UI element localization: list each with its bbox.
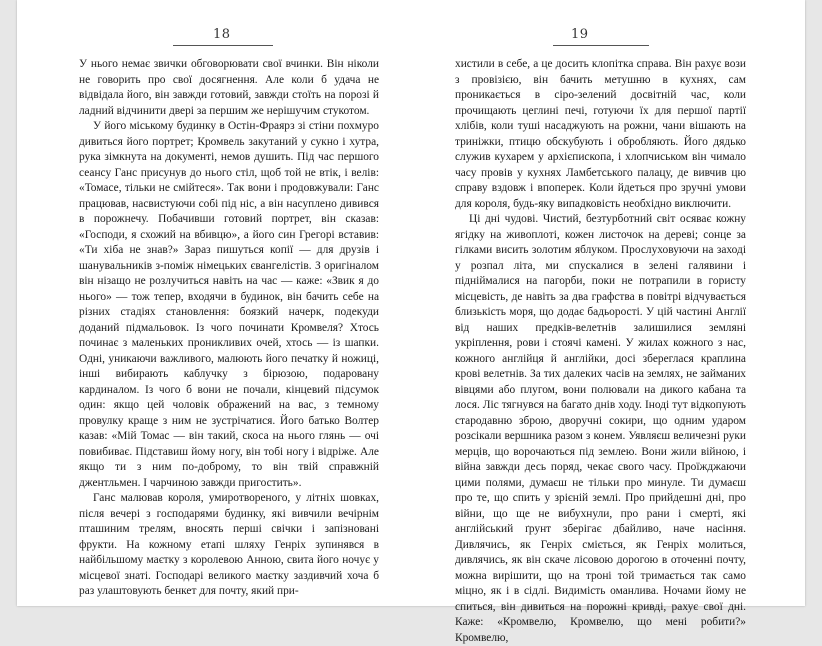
left-page [79,0,379,606]
header-rule-right [553,45,649,46]
paragraph: Ці дні чудові. Чистий, безтурботний світ осяває кожну ягідку на живоплоті, кожен листочок на дереві; сонце за гілками висить золотим яблуком. Прослуховуючи на заході у розпал літа, ми спускалися в зелені галявини і підніймалися на пагорби, поки не потрапили в гористу місцевість, де навіть за два графства в повітрі відчувається близькість моря, що додає бадьорості. У цій частині Англії від наших предків-велетнів залишилися земляні укріплення, рови і стоячі камені. У жилах кожного з нас, кожного англійця й англійки, досі збереглася краплина крові велетнів. За тих далеких часів на землях, не займаних вівцями або плугом, вони полювали на дикого кабана та лося. Ліс тягнувся на багато днів ходу. Іноді тут відкопують стародавню зброю, дворучні сокири, що одним ударом розсікали вершника разом з конем. Уявляєш величезні руки мерців, що ворочаються під землею. Вони жили війною, і війна завжди десь поряд, чекає свого часу. Проїжджаючи цими полями, думаєш не тільки про минуле. Ти думаєш про те, що спить у зрієній землі. Про прийдешні дні, про війни, що ще не вибухнули, про рани і смерті, які англійський ґрунт зберігає дбайливо, наче насіння. Дивлячись, як Генріх сміється, як Генріх молиться, дивлячись, як він скаче лісовою дорогою в оточенні почту, можна вирішити, що на троні той тримається так само міцно, як і в сідлі. Видимість оманлива. Ночами йому не спиться, він дивиться на порожні кривді, рахує свої дні. Каже: «Кромвелю, Кромвелю, що мені робити?» Кромвелю, [455,213,746,644]
left-page-text [79,57,379,600]
page-number-right: 19 [571,27,589,42]
paragraph: хистили в себе, а це досить клопітка справа. Він рахує вози з провізією, він бачить метушню в кухнях, сам проникається в сіро-зелений досвітній час, коли прочищають цеглині печі, готуючи їх для першої партії хлібів, коли туші насаджують на рожни, чани вішають на триніжки, птицю обскубують і обробляють. Його дядько служив кухарем у архієпископа, і хлопчиськом він чимало часу провів у кухнях Ламбетського палацу, де вивчив цю справу вздовж і впоперек. Коли йдеться про зручні умови для короля, будь-яку випадковість необхідно виключити. [455,58,746,210]
paragraph: У нього немає звички обговорювати свої вчинки. Він ніколи не говорить про свої досягнення. Але коли б удача не відвідала його, він завжди готовий, завжди стоїть на порозі й ладний відчинити двері за першим же нерішучим стукотом. [79,58,379,117]
header-rule-left [173,45,273,46]
right-page-text [455,57,746,646]
right-page [455,0,746,644]
paragraph: У його міському будинку в Остін-Фраярз зі стіни похмуро дивиться його портрет; Кромвель закутаний у сукно і хутра, рука зімкнута на документі, немов душить. Під час першого сеансу Ганс присунув до нього стіл, щоб той не втік, і велів: «Томасе, тільки не смійтеся». Так вони і продовжували: Ганс працював, насвистуючи собі під ніс, а він насуплено дивився в порожнечу. Побачивши готовий портрет, він сказав: «Господи, я схожий на вбивцю», а його син Грегорі вставив: «Ти хіба не знав?» Зараз пишуться копії — для друзів і шанувальників з-поміж німецьких євангелістів. З оригіналом він нізащо не розлучиться навіть на час — каже: «Звик я до нього» — тож тепер, входячи в будинок, він бачить себе на різних стадіях становлення: боязкий начерк, подекуди доданий підмальовок. Із чого починати Кромвеля? Хтось починає з маленьких проникливих очей, хтось — із шапки. Одні, уникаючи важливого, малюють його печатку й ножиці, інші вибирають каблучку з бірюзою, подаровану кардиналом. Із чого б вони не почали, кінцевий підсумок один: якщо цей чоловік ображений на вас, з темному провулку краще з ним не зустрічатися. Його батько Волтер казав: «Мій Томас — він такий, скоса на нього глянь — очі повибиває. Підставиш йому ногу, він тобі ногу і відріже. Але якщо ти з ним по-доброму, то він твій справжній джентльмен. І чарчиною завжди пригостить». [79,120,379,489]
book-spread [17,0,805,644]
page-number-left: 18 [213,27,231,42]
paragraph: Ганс малював короля, умиротвореного, у літніх шовках, після вечері з господарями будинку, які вивчили вечірнім пташиним трелям, вносять перші свічки і запізновані фрукти. На кожному етапі шляху Генріх зупинявся в найбільшому маєтку з королевою Анною, свита його ночує у місцевої знаті. Господарі великого маєтку заздивчий хоча б раз улаштовують бенкет для почту, який при- [79,492,379,597]
